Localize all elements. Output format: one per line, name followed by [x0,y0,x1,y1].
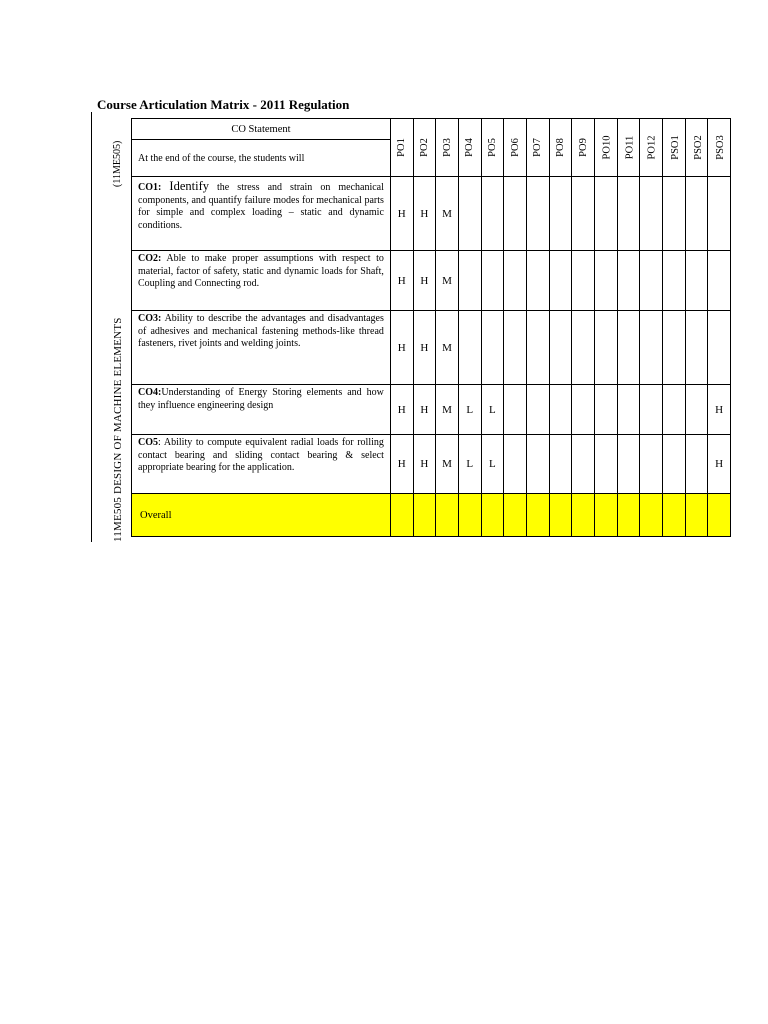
mapping-cell: H [390,435,413,494]
mapping-cell [640,251,663,311]
overall-cell [436,494,459,537]
mapping-cell: H [390,251,413,311]
mapping-cell [504,177,527,251]
mapping-cell [640,311,663,385]
mapping-cell [617,435,640,494]
overall-cell [640,494,663,537]
mapping-cell: M [436,177,459,251]
table-row [132,177,731,251]
mapping-cell [685,177,708,251]
end-of-course-header: At the end of the course, the students will [132,140,391,177]
mapping-cell [617,251,640,311]
co-statement-cell [132,435,391,494]
mapping-cell [662,311,685,385]
overall-label: Overall [132,494,391,537]
mapping-cell [617,385,640,435]
mapping-cell [526,311,549,385]
overall-cell [708,494,731,537]
po-header: PO11 [617,119,640,177]
mapping-cell: M [436,251,459,311]
mapping-cell: H [413,435,436,494]
mapping-cell [708,251,731,311]
mapping-cell [640,385,663,435]
mapping-cell [572,311,595,385]
co-id: CO3: [138,313,162,324]
mapping-cell [458,177,481,251]
mapping-cell [504,435,527,494]
mapping-cell: H [390,385,413,435]
mapping-cell [685,311,708,385]
overall-cell [413,494,436,537]
mapping-cell: L [481,385,504,435]
mapping-cell [549,385,572,435]
mapping-cell: M [436,385,459,435]
po-header: PO4 [458,119,481,177]
mapping-cell [504,251,527,311]
co-statement-cell [132,385,391,435]
mapping-cell [640,177,663,251]
mapping-cell [617,311,640,385]
course-side-label [91,112,131,542]
articulation-matrix [131,118,731,537]
mapping-cell: M [436,311,459,385]
mapping-cell [594,435,617,494]
pso-header: PSO3 [708,119,731,177]
po-header: PO12 [640,119,663,177]
mapping-cell [662,251,685,311]
overall-cell [662,494,685,537]
po-header: PO6 [504,119,527,177]
mapping-cell [662,435,685,494]
mapping-cell [458,311,481,385]
mapping-cell: H [390,311,413,385]
pso-header: PSO1 [662,119,685,177]
mapping-cell [572,385,595,435]
mapping-cell: M [436,435,459,494]
overall-cell [458,494,481,537]
co-text: Able to make proper assumptions with respect to material, factor of safety, static and dynamic loads for Shaft, Coupling and Connecting rod. [138,253,384,289]
mapping-cell [685,385,708,435]
course-code-label: 11ME505 DESIGN OF MACHINE ELEMENTS [112,317,124,542]
overall-cell [481,494,504,537]
mapping-cell [549,251,572,311]
co-statement-cell [132,251,391,311]
table-row [132,311,731,385]
mapping-cell: L [458,435,481,494]
mapping-cell [708,177,731,251]
mapping-cell: H [708,385,731,435]
co-id: CO5 [138,437,158,448]
mapping-cell [458,251,481,311]
mapping-cell [594,251,617,311]
co-text: Ability to describe the advantages and disadvantages of adhesives and mechanical fastening methods-like thread fasteners, rivet joints and welding joints. [138,313,384,349]
mapping-cell: H [708,435,731,494]
overall-cell [504,494,527,537]
mapping-cell [549,311,572,385]
mapping-cell [594,177,617,251]
co-statement-cell [132,311,391,385]
po-header: PO8 [549,119,572,177]
mapping-cell: L [481,435,504,494]
mapping-cell [481,311,504,385]
mapping-cell [594,385,617,435]
po-header: PO1 [390,119,413,177]
table-row [132,251,731,311]
mapping-cell [504,311,527,385]
co-id: CO2: [138,253,162,264]
po-header: PO9 [572,119,595,177]
mapping-cell [708,311,731,385]
mapping-cell [526,251,549,311]
mapping-cell [481,177,504,251]
pso-header: PSO2 [685,119,708,177]
table-row [132,385,731,435]
co-statement-header: CO Statement [132,119,391,140]
mapping-cell [504,385,527,435]
overall-cell [390,494,413,537]
po-header: PO10 [594,119,617,177]
co-lead-word: Identify [169,179,209,193]
co-id: CO1: [138,182,162,193]
course-code-overlap: (11ME505) [112,140,123,187]
mapping-cell [662,177,685,251]
overall-cell [572,494,595,537]
mapping-cell [526,435,549,494]
mapping-cell [685,435,708,494]
mapping-cell [617,177,640,251]
co-statement-cell [132,177,391,251]
mapping-cell [526,177,549,251]
co-id: CO4: [138,387,162,398]
mapping-cell [481,251,504,311]
header-row-1 [132,119,731,140]
mapping-cell: H [413,251,436,311]
po-header: PO5 [481,119,504,177]
co-text: Understanding of Energy Storing elements and how they influence engineering design [138,387,384,411]
mapping-cell [549,435,572,494]
mapping-cell: H [390,177,413,251]
mapping-cell [572,177,595,251]
mapping-cell: L [458,385,481,435]
overall-cell [526,494,549,537]
mapping-cell: H [413,385,436,435]
mapping-cell [594,311,617,385]
page-title: Course Articulation Matrix - 2011 Regulation [97,97,350,112]
po-header: PO3 [436,119,459,177]
mapping-cell [572,251,595,311]
overall-cell [685,494,708,537]
mapping-cell [685,251,708,311]
co-text: the stress and strain on mechanical components, and quantify failure modes for mechanical parts for simple and complex loading – static and dynamic conditions. [138,182,384,231]
mapping-cell [572,435,595,494]
overall-row [132,494,731,537]
mapping-cell [662,385,685,435]
mapping-cell [549,177,572,251]
co-text: : Ability to compute equivalent radial loads for rolling contact bearing and sliding contact bearing & select appropriate bearing for the application. [138,437,384,473]
po-header: PO2 [413,119,436,177]
overall-cell [549,494,572,537]
po-header: PO7 [526,119,549,177]
mapping-cell: H [413,177,436,251]
table-row [132,435,731,494]
overall-cell [617,494,640,537]
overall-cell [594,494,617,537]
mapping-cell [640,435,663,494]
mapping-cell [526,385,549,435]
mapping-cell: H [413,311,436,385]
